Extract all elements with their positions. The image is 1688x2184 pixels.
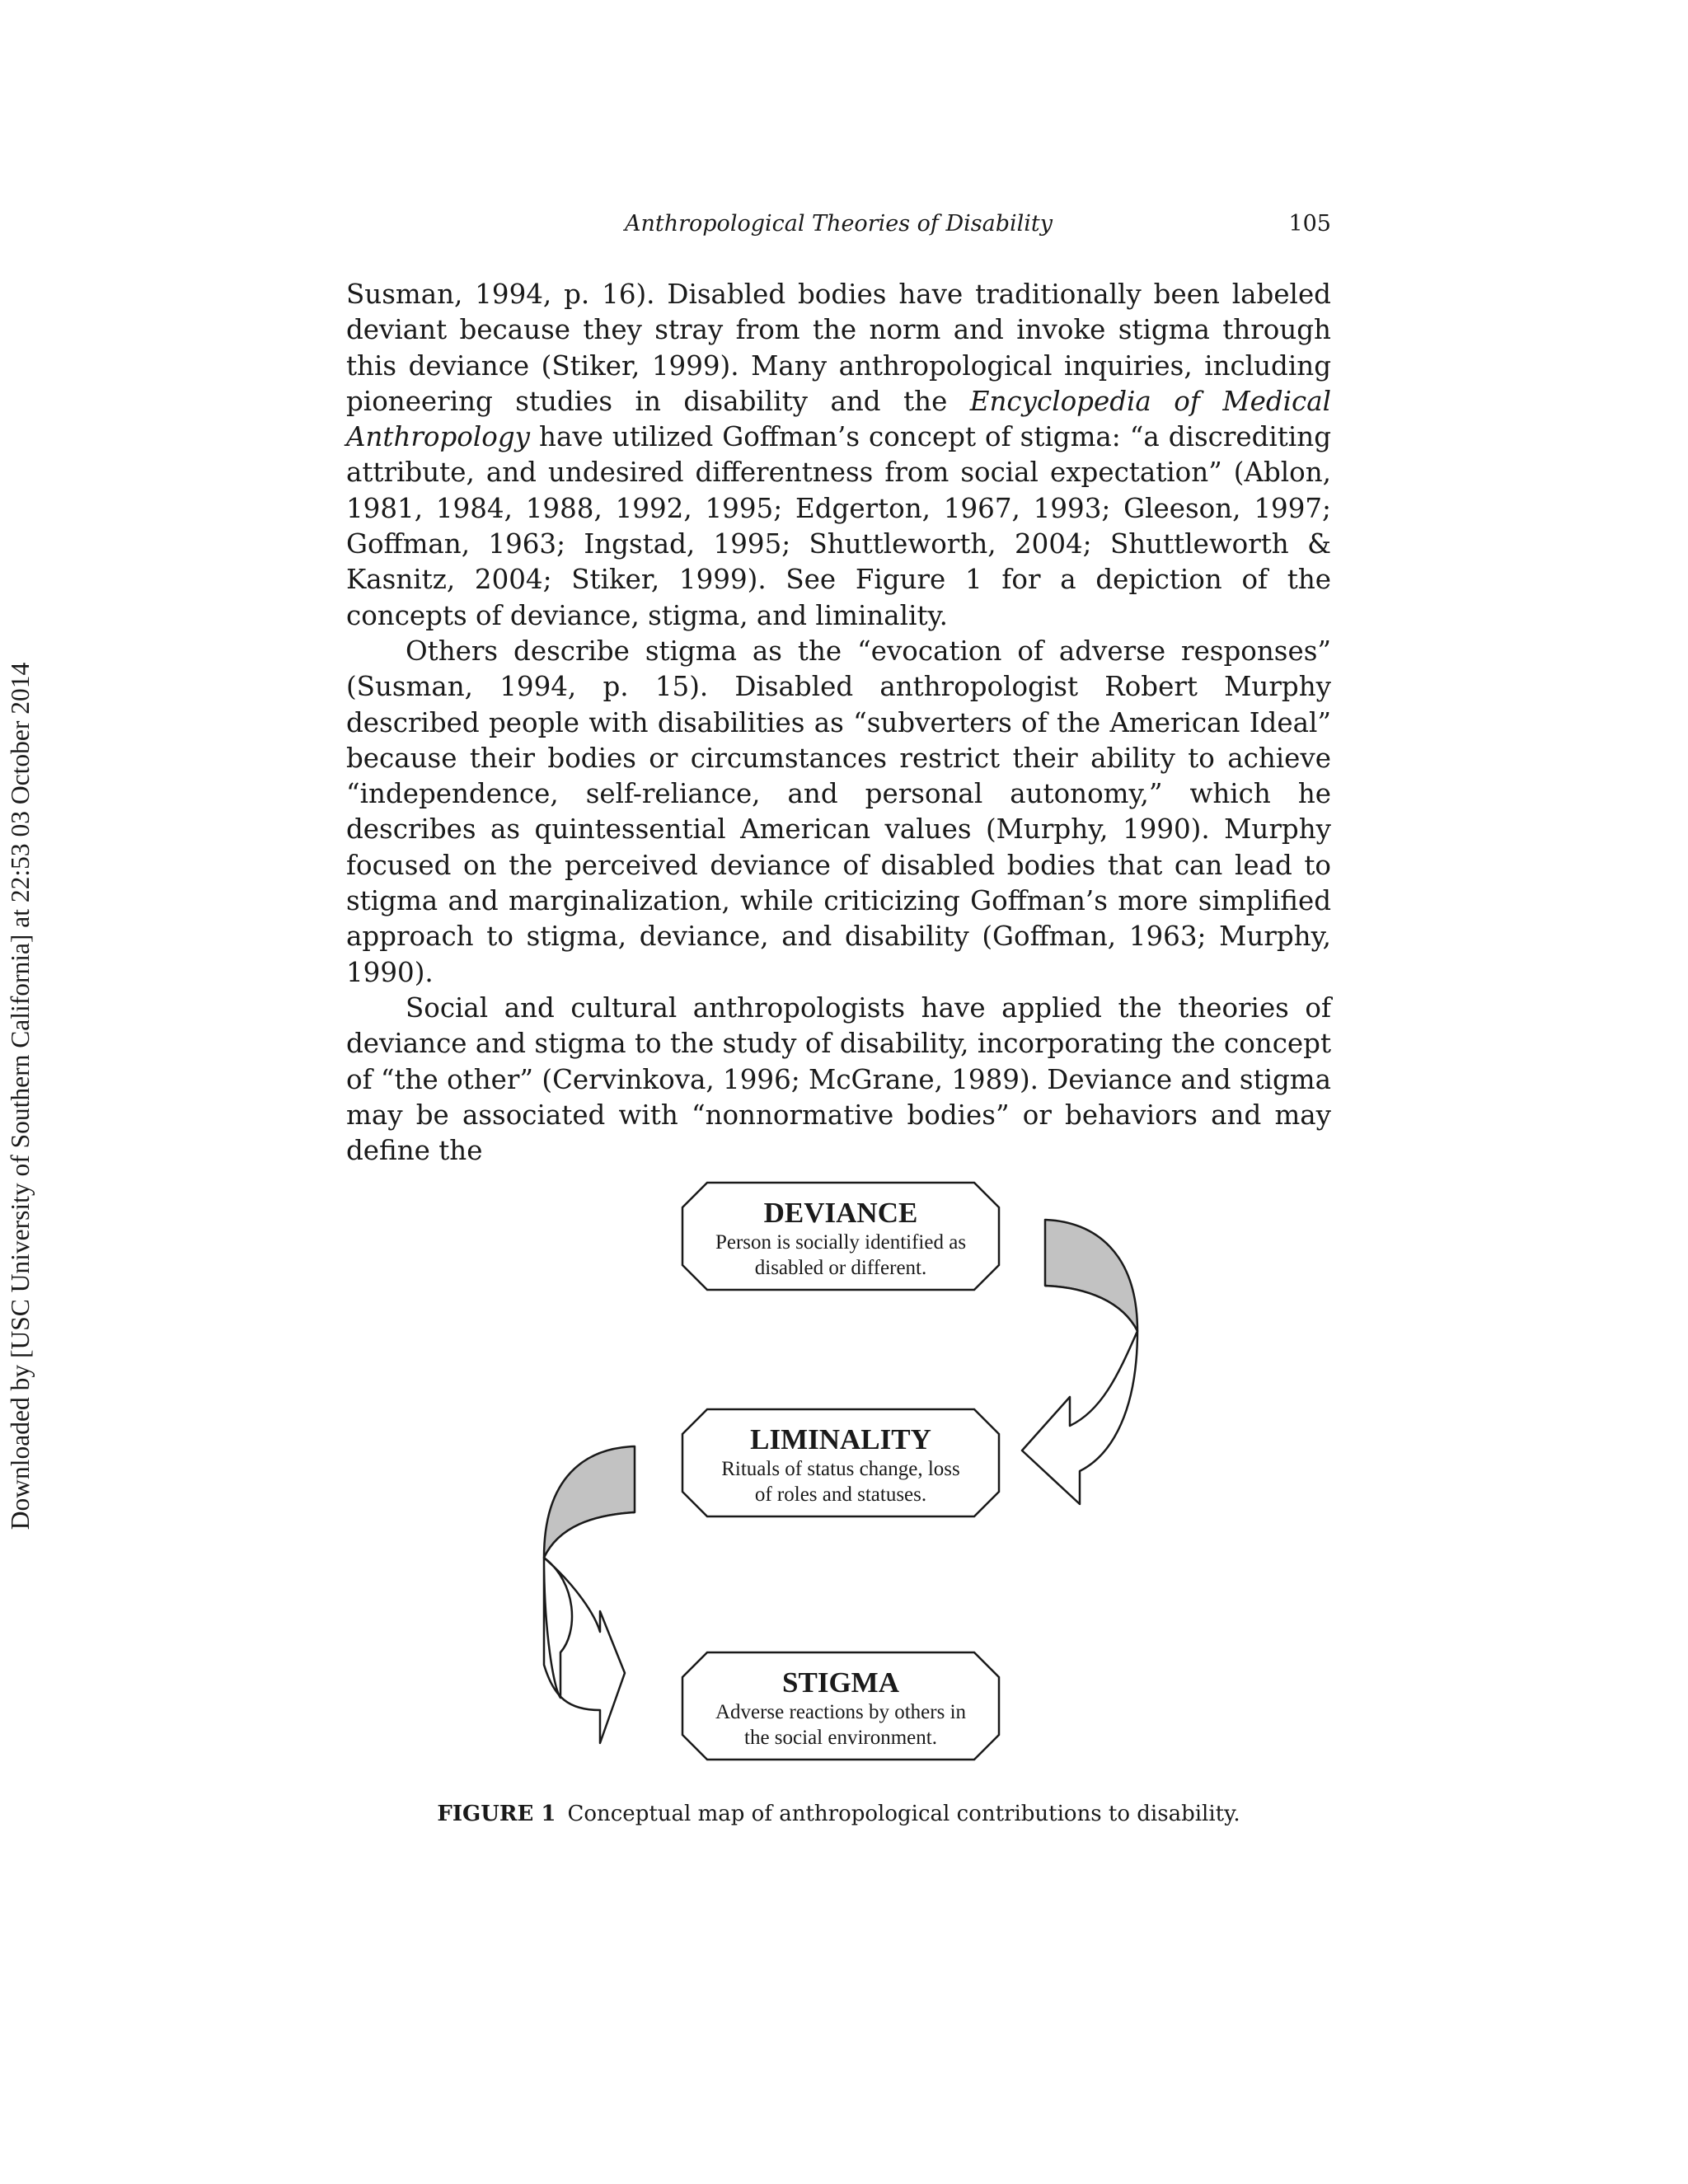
paragraph-2: Others describe stigma as the “evocation of adverse responses” (Susman, 1994, p. 15). Disabled anthropologist Robert Murphy described people with disabilities as “subverters of the American Ideal” because their bodies or circumstances restrict their ability to achieve “independence, self-reliance, and personal autonomy,” which he describes as quintessential American values (Murphy, 1990). Murphy focused on the perceived deviance of disabled bodies that can lead to stigma and marginalization, while criticizing Goffman’s more simplified approach to stigma, deviance, and disability (Goffman, 1963; Murphy, 1990).	[346, 635, 1331, 988]
stigma-title: STIGMA	[782, 1666, 899, 1699]
running-head	[346, 211, 1331, 244]
figure-label: FIGURE 1	[437, 1802, 556, 1826]
figure-caption-text: Conceptual map of anthropological contributions to disability.	[567, 1802, 1240, 1826]
stigma-label	[676, 1666, 1006, 1750]
deviance-desc-line-2: disabled or different.	[754, 1257, 927, 1279]
watermark-container	[0, 626, 41, 1566]
paragraph-3: Social and cultural anthropologists have applied the theories of deviance and stigma to the study of disability, incorporating the concept of “the other” (Cervinkova, 1996; McGrane, 1989). Deviance and stigma may be associated with “nonnormative bodies” or behaviors and may define the	[346, 991, 1331, 1167]
arrow-liminality-to-stigma	[544, 1446, 635, 1743]
liminality-desc-line-1: Rituals of status change, loss	[721, 1458, 960, 1480]
deviance-label	[676, 1197, 1006, 1281]
paragraph-1	[346, 277, 1331, 634]
running-title: Anthropological Theories of Disability	[624, 211, 1053, 237]
liminality-title: LIMINALITY	[750, 1423, 931, 1455]
deviance-title: DEVIANCE	[763, 1197, 918, 1229]
arrow-deviance-to-liminality	[1022, 1220, 1137, 1504]
arrow-right-body	[1022, 1286, 1137, 1504]
deviance-desc-line-1: Person is socially identified as	[715, 1231, 967, 1254]
download-watermark: Downloaded by [USC University of Southern California] at 22:53 03 October 2014	[6, 662, 35, 1530]
page-number: 105	[1288, 211, 1331, 237]
paragraph-1-text-a: Susman, 1994, p. 16). Disabled bodies have traditionally been labeled deviant because they stray from the norm and invoke stigma through this deviance (Stiker, 1999). Many anthropological inquiries, including pioneering studies in disability and the	[346, 279, 1331, 417]
paragraph-1-text-b: have utilized Goffman’s concept of stigma: “a discrediting attribute, and undesired differentness from social expectation” (Ablon, 1981, 1984, 1988, 1992, 1995; Edgerton, 1967, 1993; Gleeson, 1997; Goffman, 1963; Ingstad, 1995; Shuttleworth, 2004; Shuttleworth & Kasnitz, 2004; Stiker, 1999). See Figure 1 for a depiction of the concepts of deviance, stigma, and liminality.	[346, 421, 1331, 631]
arrow-left-body	[544, 1512, 635, 1743]
liminality-desc-line-2: of roles and statuses.	[754, 1483, 927, 1506]
body-text	[346, 277, 1331, 1169]
encyclopedia-title: Encyclopedia of Medical Anthropology	[346, 385, 1331, 453]
stigma-desc-line-2: the social environment.	[744, 1727, 937, 1749]
figure-caption	[346, 1802, 1331, 1826]
liminality-label	[676, 1423, 1006, 1507]
stigma-desc-line-1: Adverse reactions by others in	[715, 1701, 967, 1723]
figure-1	[478, 1170, 1203, 1813]
